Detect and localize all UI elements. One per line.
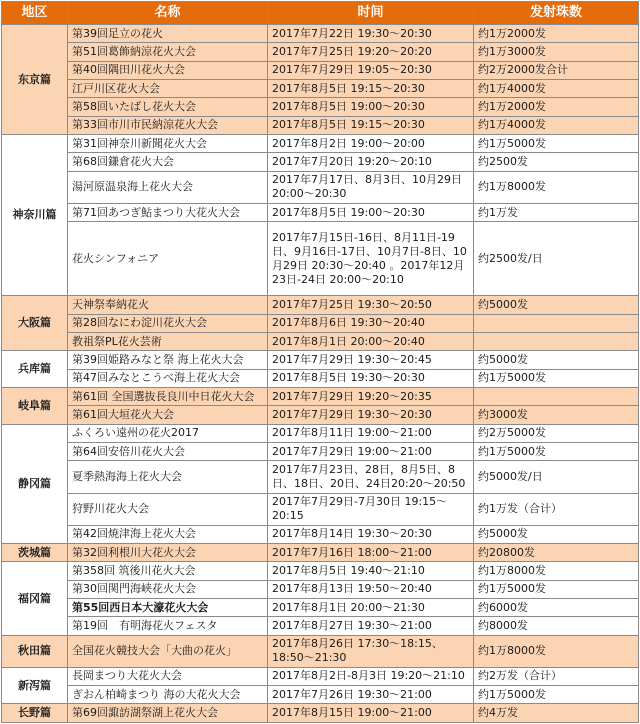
- event-time-cell: 2017年7月29日 19:30～20:30: [268, 406, 474, 424]
- event-name-cell: 天神祭奉納花火: [68, 296, 268, 314]
- event-count-cell: 约3000发: [474, 406, 639, 424]
- event-time-cell: 2017年8月5日 19:40～21:10: [268, 562, 474, 580]
- table-row: [2, 222, 639, 296]
- event-time-cell: 2017年8月2日-8月3日 19:20～21:10: [268, 667, 474, 685]
- region-cell: 福冈篇: [2, 562, 68, 635]
- event-time-cell: 2017年8月15日 19:00～21:00: [268, 704, 474, 723]
- table-row: [2, 153, 639, 171]
- table-row: [2, 135, 639, 153]
- event-name-cell: 長岡まつり大花火大会: [68, 667, 268, 685]
- event-name-cell: 夏季熱海海上花火大会: [68, 461, 268, 493]
- table-row: [2, 80, 639, 98]
- event-name-cell: 第42回焼津海上花火大会: [68, 525, 268, 543]
- event-count-cell: 约5000发: [474, 525, 639, 543]
- event-time-cell: 2017年8月5日 19:15～20:30: [268, 116, 474, 134]
- table-row: [2, 351, 639, 369]
- event-time-cell: 2017年7月29日 19:20～20:35: [268, 388, 474, 406]
- event-time-cell: 2017年8月5日 19:00～20:30: [268, 98, 474, 116]
- event-time-cell: 2017年8月26日 17:30～18:15、18:50～21:30: [268, 635, 474, 667]
- event-time-cell: 2017年7月17日、8月3日、10月29日 20:00～20:30: [268, 171, 474, 203]
- region-cell: 秋田篇: [2, 635, 68, 667]
- event-name-cell: 第40回隅田川花火大会: [68, 61, 268, 79]
- event-name-cell: 第39回足立の花火: [68, 25, 268, 43]
- region-cell: 东京篇: [2, 25, 68, 135]
- table-body: [2, 25, 639, 723]
- event-time-cell: 2017年7月29日 19:05～20:30: [268, 61, 474, 79]
- event-time-cell: 2017年7月22日 19:30～20:30: [268, 25, 474, 43]
- event-count-cell: 约1万5000发: [474, 369, 639, 387]
- event-time-cell: 2017年8月5日 19:30～20:30: [268, 369, 474, 387]
- table-row: [2, 424, 639, 442]
- table-row: [2, 388, 639, 406]
- table-row: [2, 203, 639, 221]
- event-name-cell: 狩野川花火大会: [68, 493, 268, 525]
- region-cell: 大阪篇: [2, 296, 68, 351]
- event-count-cell: 约1万3000发: [474, 43, 639, 61]
- region-cell: 兵库篇: [2, 351, 68, 388]
- event-time-cell: 2017年7月29日 19:00～21:00: [268, 443, 474, 461]
- event-count-cell: 约1万5000发: [474, 580, 639, 598]
- event-count-cell: 约1万2000发: [474, 25, 639, 43]
- table-row: [2, 667, 639, 685]
- table-row: [2, 493, 639, 525]
- event-count-cell: 约5000发: [474, 296, 639, 314]
- header-name: 名称: [68, 2, 268, 25]
- event-name-cell: 江戸川区花火大会: [68, 80, 268, 98]
- region-cell: 岐阜篇: [2, 388, 68, 425]
- event-count-cell: 约1万5000发: [474, 443, 639, 461]
- event-name-cell: 第68回鎌倉花火大会: [68, 153, 268, 171]
- event-name-cell: 教祖祭PL花火芸術: [68, 333, 268, 351]
- event-name-cell: 第69回諏訪湖祭湖上花火大会: [68, 704, 268, 723]
- event-count-cell: 约4万发: [474, 704, 639, 723]
- event-count-cell: 约2500发: [474, 153, 639, 171]
- event-time-cell: 2017年8月1日 20:00～20:40: [268, 333, 474, 351]
- region-cell: 新泻篇: [2, 667, 68, 704]
- event-time-cell: 2017年7月25日 19:20～20:20: [268, 43, 474, 61]
- table-row: [2, 461, 639, 493]
- region-cell: 长野篇: [2, 704, 68, 723]
- table-row: [2, 617, 639, 635]
- event-time-cell: 2017年8月27日 19:30～21:00: [268, 617, 474, 635]
- table-row: [2, 333, 639, 351]
- event-count-cell: 约1万4000发: [474, 80, 639, 98]
- event-name-cell: 第19回 有明海花火フェスタ: [68, 617, 268, 635]
- event-count-cell: 约1万发: [474, 203, 639, 221]
- event-name-cell: 湯河原温泉海上花火大会: [68, 171, 268, 203]
- table-row: [2, 314, 639, 332]
- table-row: [2, 369, 639, 387]
- table-row: [2, 543, 639, 561]
- event-time-cell: 2017年7月16日 18:00～21:00: [268, 543, 474, 561]
- table-row: [2, 171, 639, 203]
- event-time-cell: 2017年7月26日 19:30～21:00: [268, 686, 474, 704]
- table-row: [2, 25, 639, 43]
- event-time-cell: 2017年7月23日、28日，8月5日、8日、18日、20日、24日20:20～20:50: [268, 461, 474, 493]
- event-name-cell: 花火シンフォニア: [68, 222, 268, 296]
- event-time-cell: 2017年7月29日 19:30～20:45: [268, 351, 474, 369]
- table-row: [2, 599, 639, 617]
- table-row: [2, 296, 639, 314]
- event-count-cell: 约2万发（合计）: [474, 667, 639, 685]
- event-count-cell: 约6000发: [474, 599, 639, 617]
- fireworks-table: [1, 1, 639, 723]
- event-name-cell: 第31回神奈川新聞花火大会: [68, 135, 268, 153]
- event-count-cell: 约1万8000发: [474, 562, 639, 580]
- event-time-cell: 2017年7月25日 19:30～20:50: [268, 296, 474, 314]
- event-count-cell: 约5000发/日: [474, 461, 639, 493]
- event-count-cell: 约2500发/日: [474, 222, 639, 296]
- event-name-cell: 第61回 全国選抜長良川中日花火大会: [68, 388, 268, 406]
- event-count-cell: 约1万2000发: [474, 98, 639, 116]
- event-count-cell: [474, 314, 639, 332]
- event-name-cell: 第47回みなとこうべ海上花火大会: [68, 369, 268, 387]
- table-row: [2, 704, 639, 723]
- event-time-cell: 2017年8月13日 19:50～20:40: [268, 580, 474, 598]
- table-row: [2, 61, 639, 79]
- table-row: [2, 443, 639, 461]
- event-name-cell: 第64回安倍川花火大会: [68, 443, 268, 461]
- event-time-cell: 2017年8月5日 19:15～20:30: [268, 80, 474, 98]
- table-row: [2, 580, 639, 598]
- event-name-cell: 第51回葛飾納涼花火大会: [68, 43, 268, 61]
- event-count-cell: 约2万5000发: [474, 424, 639, 442]
- event-time-cell: 2017年8月11日 19:00～21:00: [268, 424, 474, 442]
- event-name-cell: 第71回あつぎ鮎まつり大花火大会: [68, 203, 268, 221]
- event-count-cell: 约1万8000发: [474, 171, 639, 203]
- event-name-cell: 第358回 筑後川花火大会: [68, 562, 268, 580]
- event-time-cell: 2017年7月20日 19:20～20:10: [268, 153, 474, 171]
- table-row: [2, 43, 639, 61]
- event-time-cell: 2017年7月15日-16日、8月11日-19日、9月16日-17日、10月7日-8日、10月29日 20:30～20:40 。2017年12月23日-24日 20:00～20:10: [268, 222, 474, 296]
- header-time: 时间: [268, 2, 474, 25]
- event-name-cell: 第58回いたばし花火大会: [68, 98, 268, 116]
- event-time-cell: 2017年8月5日 19:00～20:30: [268, 203, 474, 221]
- event-count-cell: 约1万发（合计）: [474, 493, 639, 525]
- header-region: 地区: [2, 2, 68, 25]
- event-count-cell: 约1万5000发: [474, 135, 639, 153]
- event-name-cell: 第28回なにわ淀川花火大会: [68, 314, 268, 332]
- event-count-cell: [474, 333, 639, 351]
- event-count-cell: 约8000发: [474, 617, 639, 635]
- event-time-cell: 2017年7月29日-7月30日 19:15～20:15: [268, 493, 474, 525]
- table-row: [2, 686, 639, 704]
- region-cell: 静冈篇: [2, 424, 68, 543]
- region-cell: 神奈川篇: [2, 135, 68, 296]
- event-name-cell: ふくろい遠州の花火2017: [68, 424, 268, 442]
- table-row: [2, 635, 639, 667]
- event-count-cell: 约20800发: [474, 543, 639, 561]
- event-count-cell: 约1万8000发: [474, 635, 639, 667]
- event-name-cell: 第55回西日本大濠花火大会: [68, 599, 268, 617]
- event-name-cell: 第61回大垣花火大会: [68, 406, 268, 424]
- event-name-cell: 全国花火競技大会「大曲の花火」: [68, 635, 268, 667]
- header-count: 发射珠数: [474, 2, 639, 25]
- event-name-cell: 第39回姫路みなと祭 海上花火大会: [68, 351, 268, 369]
- table-row: [2, 116, 639, 134]
- header-row: [2, 2, 639, 25]
- event-count-cell: 约5000发: [474, 351, 639, 369]
- event-count-cell: 约2万2000发合计: [474, 61, 639, 79]
- event-name-cell: 第32回利根川大花火大会: [68, 543, 268, 561]
- event-name-cell: ぎおん柏崎まつり 海の大花火大会: [68, 686, 268, 704]
- event-count-cell: [474, 388, 639, 406]
- table-row: [2, 98, 639, 116]
- table-row: [2, 406, 639, 424]
- event-time-cell: 2017年8月1日 20:00～21:30: [268, 599, 474, 617]
- event-time-cell: 2017年8月2日 19:00～20:00: [268, 135, 474, 153]
- event-count-cell: 约1万5000发: [474, 686, 639, 704]
- region-cell: 茨城篇: [2, 543, 68, 561]
- event-count-cell: 约1万4000发: [474, 116, 639, 134]
- event-time-cell: 2017年8月6日 19:30～20:40: [268, 314, 474, 332]
- event-time-cell: 2017年8月14日 19:30～20:30: [268, 525, 474, 543]
- table-row: [2, 525, 639, 543]
- table-row: [2, 562, 639, 580]
- event-name-cell: 第33回市川市民納涼花火大会: [68, 116, 268, 134]
- event-name-cell: 第30回関門海峡花火大会: [68, 580, 268, 598]
